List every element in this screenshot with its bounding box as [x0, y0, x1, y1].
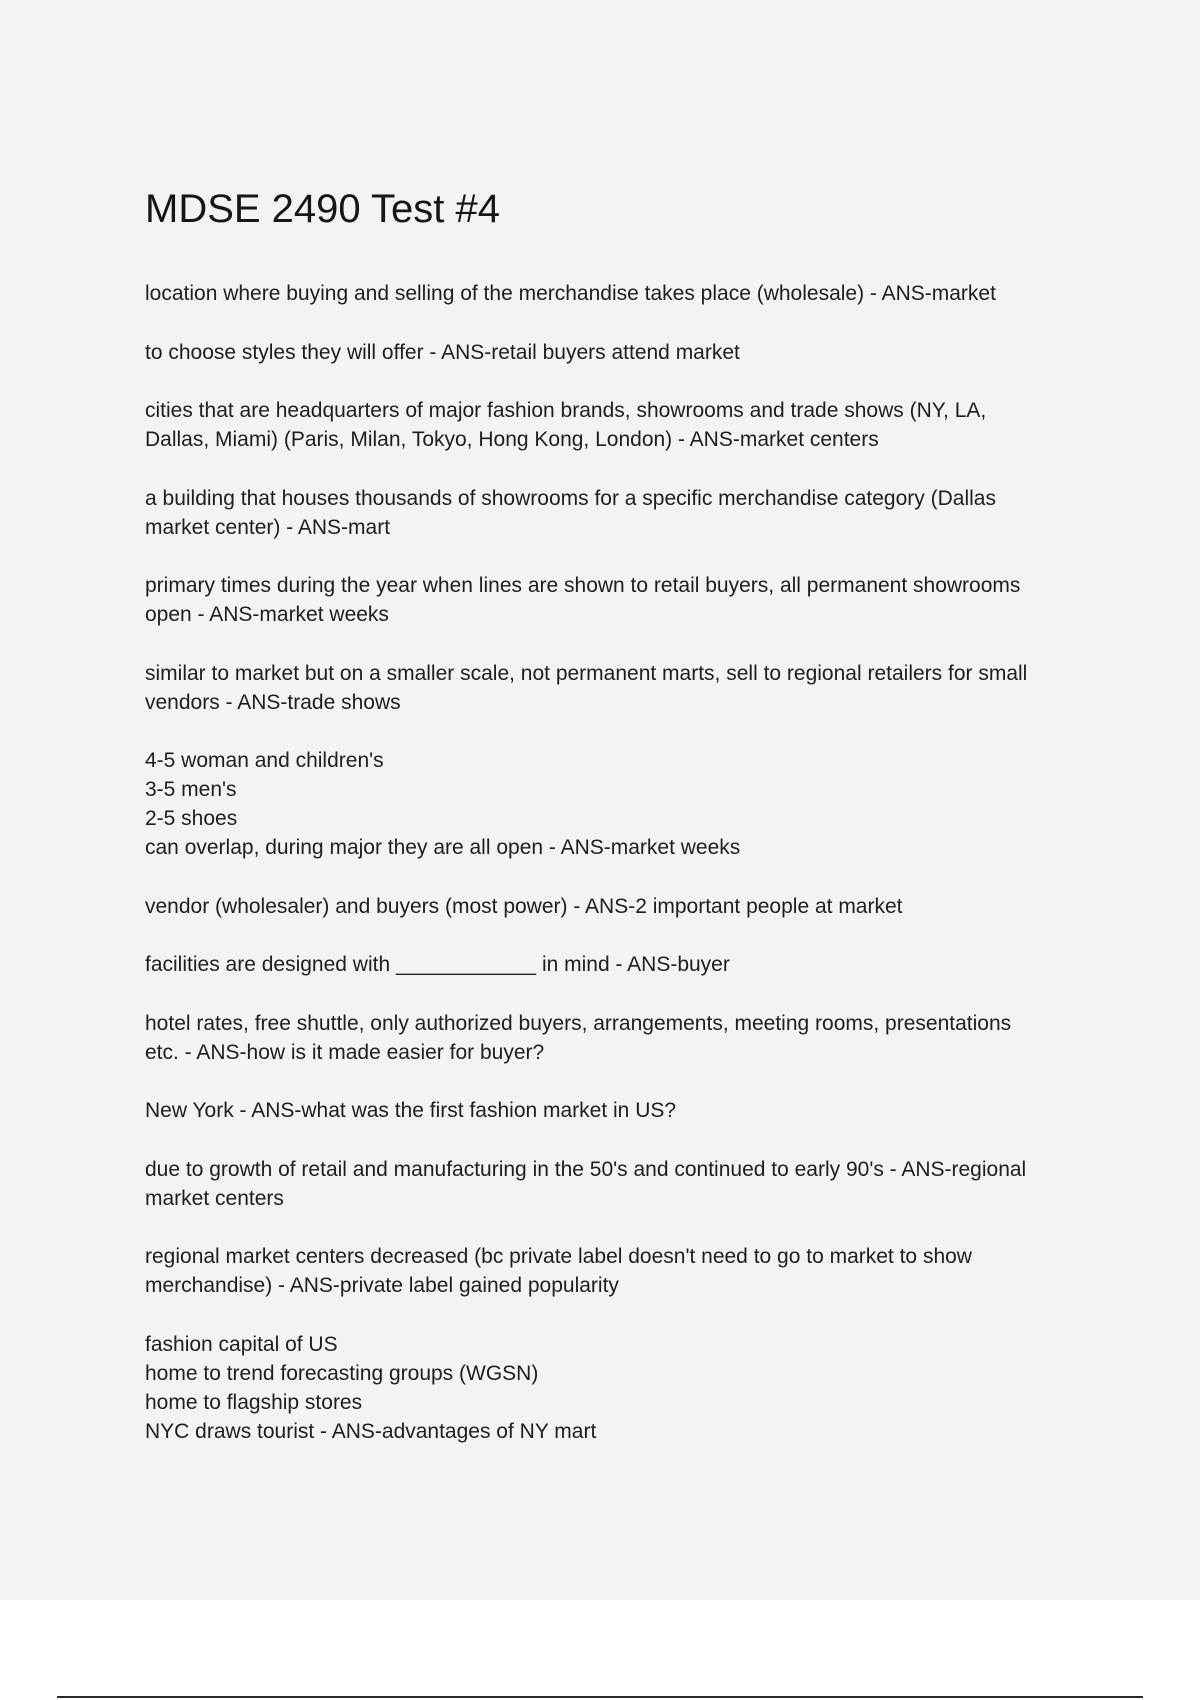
page-title: MDSE 2490 Test #4: [145, 187, 501, 231]
qa-line: similar to market but on a smaller scale, not permanent marts, sell to regional retailers for small: [145, 661, 1028, 685]
qa-line: NYC draws tourist - ANS-advantages of NY mart: [145, 1419, 597, 1443]
qa-line: location where buying and selling of the merchandise takes place (wholesale) - ANS-market: [145, 282, 996, 305]
qa-line: vendors - ANS-trade shows: [145, 690, 401, 714]
qa-item: [145, 1242, 1085, 1300]
qa-line: cities that are headquarters of major fashion brands, showrooms and trade shows (NY, LA,: [145, 399, 987, 422]
qa-item: [145, 892, 1085, 921]
qa-line: 4-5 woman and children's: [145, 749, 384, 772]
qa-line: fashion capital of US: [145, 1332, 338, 1356]
qa-line: etc. - ANS-how is it made easier for buyer?: [145, 1040, 545, 1064]
qa-line: market center) - ANS-mart: [145, 515, 391, 539]
qa-item: [145, 746, 1085, 862]
qa-item: [145, 1155, 1085, 1213]
qa-line: open - ANS-market weeks: [145, 603, 389, 626]
qa-line: 2-5 shoes: [145, 807, 238, 830]
qa-line: home to flagship stores: [145, 1390, 363, 1414]
qa-line: can overlap, during major they are all open - ANS-market weeks: [145, 836, 741, 859]
qa-line: hotel rates, free shuttle, only authorized buyers, arrangements, meeting rooms, presentations: [145, 1011, 1012, 1035]
qa-line: home to trend forecasting groups (WGSN): [145, 1361, 539, 1385]
qa-line: merchandise) - ANS-private label gained popularity: [145, 1274, 619, 1297]
qa-line: 3-5 men's: [145, 778, 237, 801]
qa-item: [145, 659, 1085, 717]
qa-line: New York - ANS-what was the first fashion market in US?: [145, 1099, 677, 1122]
qa-item: [145, 338, 1085, 367]
qa-line: to choose styles they will offer - ANS-retail buyers attend market: [145, 340, 740, 364]
qa-item: [145, 1330, 1085, 1446]
qa-line: regional market centers decreased (bc private label doesn't need to go to market to show: [145, 1245, 972, 1268]
qa-line: due to growth of retail and manufacturing in the 50's and continued to early 90's - ANS-regional: [145, 1157, 1027, 1181]
qa-line: facilities are designed with ____________ in mind - ANS-buyer: [145, 953, 730, 976]
qa-item: [145, 279, 1085, 308]
page-content: [145, 183, 1085, 1475]
qa-line: market centers: [145, 1186, 284, 1210]
qa-item: [145, 571, 1085, 629]
qa-list: [145, 279, 1085, 1446]
footer-divider: [57, 1696, 1143, 1698]
qa-item: [145, 950, 1085, 979]
qa-line: vendor (wholesaler) and buyers (most power) - ANS-2 important people at market: [145, 894, 903, 918]
qa-item: [145, 1009, 1085, 1067]
qa-item: [145, 1096, 1085, 1125]
qa-line: a building that houses thousands of showrooms for a specific merchandise category (Dallas: [145, 486, 996, 510]
qa-line: Dallas, Miami) (Paris, Milan, Tokyo, Hong Kong, London) - ANS-market centers: [145, 428, 879, 451]
qa-item: [145, 396, 1085, 454]
qa-line: primary times during the year when lines are shown to retail buyers, all permanent showrooms: [145, 574, 1021, 597]
qa-item: [145, 484, 1085, 542]
